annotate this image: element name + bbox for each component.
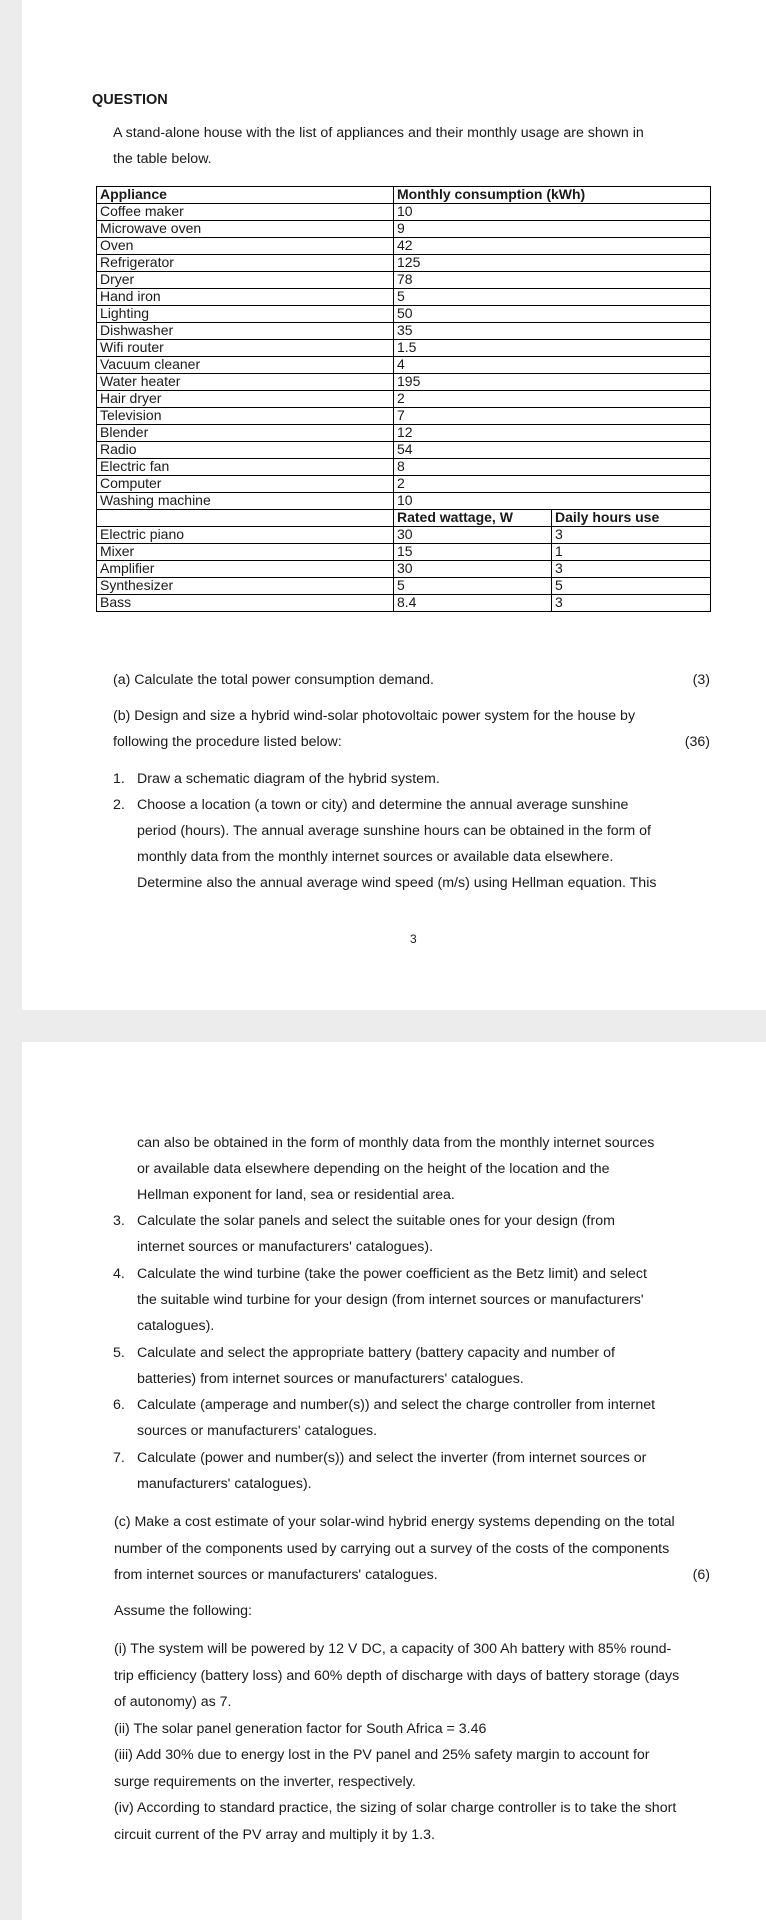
table-cell: 1.5: [394, 340, 711, 357]
part-c-line: number of the components used by carrying out a survey of the costs of the components: [114, 1540, 670, 1557]
intro-line: the table below.: [113, 151, 212, 167]
step-line: internet sources or manufacturers' catalogues).: [137, 1239, 434, 1255]
table-row: [97, 561, 711, 578]
table-row: [97, 459, 711, 476]
table-cell: Monthly consumption (kWh): [394, 187, 711, 204]
table-cell: Blender: [97, 425, 394, 442]
table-row: [97, 408, 711, 425]
step-line: Determine also the annual average wind speed (m/s) using Hellman equation. This: [137, 875, 657, 891]
step-number: 5.: [113, 1345, 125, 1361]
table-cell: Washing machine: [97, 493, 394, 510]
part-b-text: [113, 703, 713, 755]
table-cell: Microwave oven: [97, 221, 394, 238]
table-cell: 2: [394, 476, 711, 493]
table-cell: Synthesizer: [97, 578, 394, 595]
table-row: [97, 255, 711, 272]
table-cell: Electric piano: [97, 527, 394, 544]
step-line: Choose a location (a town or city) and determine the annual average sunshine: [137, 797, 629, 813]
step-number: 7.: [113, 1450, 125, 1466]
step-number: 1.: [113, 771, 125, 787]
step-2-continued: [137, 1130, 710, 1208]
table-row: [97, 204, 711, 221]
table-cell: 30: [394, 527, 552, 544]
table-cell: Electric fan: [97, 459, 394, 476]
step-item: [113, 1208, 710, 1260]
table-cell: 15: [394, 544, 552, 561]
table-header-row: [97, 187, 711, 204]
step-item: [113, 1261, 710, 1339]
table-cell: Dishwasher: [97, 323, 394, 340]
table-row: [97, 493, 711, 510]
step-item: [113, 1392, 710, 1444]
table-cell: 5: [394, 578, 552, 595]
assume-heading: Assume the following:: [114, 1603, 253, 1619]
part-b-line: (b) Design and size a hybrid wind-solar photovoltaic power system for the house by: [113, 708, 636, 724]
table-cell: 3: [552, 527, 711, 544]
part-a-marks: (3): [692, 672, 710, 688]
table-row: [97, 357, 711, 374]
step-item: [113, 766, 710, 792]
table-cell: Computer: [97, 476, 394, 493]
assumption-line: trip efficiency (battery loss) and 60% depth of discharge with days of battery storage (days: [114, 1667, 680, 1684]
table-cell: Radio: [97, 442, 394, 459]
table-row: [97, 272, 711, 289]
table-cell: Coffee maker: [97, 204, 394, 221]
step-line: manufacturers' catalogues).: [137, 1476, 312, 1492]
table-row: [97, 221, 711, 238]
table-cell: 1: [552, 544, 711, 561]
table-row: [97, 425, 711, 442]
step-item: [113, 1445, 710, 1497]
assumption-line: (i) The system will be powered by 12 V DC, a capacity of 300 Ah battery with 85% round-: [114, 1641, 672, 1657]
table-cell: [97, 510, 394, 527]
table-row: [97, 578, 711, 595]
part-a-text: (a) Calculate the total power consumption demand.: [113, 672, 434, 688]
step-number: 4.: [113, 1266, 125, 1282]
part-b-marks: (36): [684, 734, 710, 750]
question-heading: QUESTION: [92, 92, 168, 108]
table-cell: 5: [394, 289, 711, 306]
table-cell: 30: [394, 561, 552, 578]
table-cell: Rated wattage, W: [394, 510, 552, 527]
step-number: 3.: [113, 1213, 125, 1229]
step-item: [113, 792, 710, 896]
step-line: catalogues).: [137, 1318, 215, 1334]
table-cell: Refrigerator: [97, 255, 394, 272]
part-c-line: from internet sources or manufacturers' catalogues.: [114, 1567, 438, 1583]
assumption-line: (iv) According to standard practice, the sizing of solar charge controller is to take the short: [114, 1800, 677, 1816]
table-cell: Mixer: [97, 544, 394, 561]
table-cell: Dryer: [97, 272, 394, 289]
part-c-line: (c) Make a cost estimate of your solar-wind hybrid energy systems depending on the total: [114, 1514, 675, 1530]
step-item: [113, 1340, 710, 1392]
step-line: Calculate the solar panels and select the suitable ones for your design (from: [137, 1213, 615, 1229]
table-row: [97, 238, 711, 255]
table-cell: Vacuum cleaner: [97, 357, 394, 374]
table-cell: 10: [394, 204, 711, 221]
table-cell: 42: [394, 238, 711, 255]
assumption-line: circuit current of the PV array and multiply it by 1.3.: [114, 1826, 435, 1843]
step-number: 2.: [113, 797, 125, 813]
table-subheader-row: [97, 510, 711, 527]
step-line: the suitable wind turbine for your design (from internet sources or manufacturers': [137, 1292, 644, 1308]
step-line: Calculate and select the appropriate battery (battery capacity and number of: [137, 1345, 615, 1361]
table-cell: 195: [394, 374, 711, 391]
step-line: or available data elsewhere depending on the height of the location and the: [137, 1161, 610, 1177]
table-row: [97, 374, 711, 391]
table-cell: 5: [552, 578, 711, 595]
table-cell: Oven: [97, 238, 394, 255]
table-cell: Wifi router: [97, 340, 394, 357]
table-cell: Hand iron: [97, 289, 394, 306]
table-cell: 10: [394, 493, 711, 510]
table-row: [97, 544, 711, 561]
intro-line: A stand-alone house with the list of appliances and their monthly usage are shown in: [113, 125, 644, 141]
part-b-line: following the procedure listed below:: [113, 734, 342, 750]
table-row: [97, 323, 711, 340]
assumption-item: [114, 1742, 710, 1795]
step-line: can also be obtained in the form of monthly data from the monthly internet sources: [137, 1135, 655, 1151]
part-c-marks: (6): [692, 1567, 710, 1583]
step-line: Calculate (amperage and number(s)) and select the charge controller from internet: [137, 1397, 656, 1413]
table-row: [97, 306, 711, 323]
step-number: 6.: [113, 1397, 125, 1413]
step-line: sources or manufacturers' catalogues.: [137, 1423, 378, 1439]
table-cell: 2: [394, 391, 711, 408]
step-line: Hellman exponent for land, sea or residential area.: [137, 1187, 455, 1203]
table-cell: Daily hours use: [552, 510, 711, 527]
table-cell: Hair dryer: [97, 391, 394, 408]
table-row: [97, 340, 711, 357]
assumption-line: (iii) Add 30% due to energy lost in the PV panel and 25% safety margin to account for: [114, 1747, 650, 1763]
table-cell: 4: [394, 357, 711, 374]
assumption-item: [114, 1795, 710, 1848]
table-cell: 3: [552, 561, 711, 578]
step-line: Calculate (power and number(s)) and select the inverter (from internet sources or: [137, 1450, 647, 1466]
table-row: [97, 442, 711, 459]
table-cell: 50: [394, 306, 711, 323]
intro-text: [113, 120, 713, 172]
assumption-item: [114, 1636, 710, 1716]
part-c-text: [114, 1509, 710, 1589]
assumption-item: [114, 1716, 710, 1743]
table-cell: 125: [394, 255, 711, 272]
table-cell: Appliance: [97, 187, 394, 204]
table-cell: Television: [97, 408, 394, 425]
table-cell: 7: [394, 408, 711, 425]
appliance-table: [96, 186, 711, 612]
table-cell: Amplifier: [97, 561, 394, 578]
table-cell: 8: [394, 459, 711, 476]
step-line: monthly data from the monthly internet sources or available data elsewhere.: [137, 849, 614, 865]
table-cell: 9: [394, 221, 711, 238]
table-cell: Bass: [97, 595, 394, 612]
table-row: [97, 289, 711, 306]
table-row: [97, 595, 711, 612]
table-row: [97, 391, 711, 408]
table-cell: Lighting: [97, 306, 394, 323]
assumption-line: (ii) The solar panel generation factor for South Africa = 3.46: [114, 1720, 487, 1737]
page-number: 3: [410, 932, 417, 946]
assumption-list: [114, 1636, 710, 1848]
table-row: [97, 476, 711, 493]
table-row: [97, 527, 711, 544]
step-line: batteries) from internet sources or manufacturers' catalogues.: [137, 1371, 524, 1387]
table-cell: 12: [394, 425, 711, 442]
step-line: Draw a schematic diagram of the hybrid system.: [137, 771, 440, 787]
step-line: period (hours). The annual average sunshine hours can be obtained in the form of: [137, 823, 651, 839]
assumption-line: of autonomy) as 7.: [114, 1694, 232, 1710]
table-cell: 8.4: [394, 595, 552, 612]
table-cell: 3: [552, 595, 711, 612]
table-cell: 35: [394, 323, 711, 340]
table-cell: Water heater: [97, 374, 394, 391]
table-cell: 78: [394, 272, 711, 289]
table-cell: 54: [394, 442, 711, 459]
step-line: Calculate the wind turbine (take the power coefficient as the Betz limit) and select: [137, 1266, 647, 1282]
assumption-line: surge requirements on the inverter, respectively.: [114, 1773, 416, 1790]
